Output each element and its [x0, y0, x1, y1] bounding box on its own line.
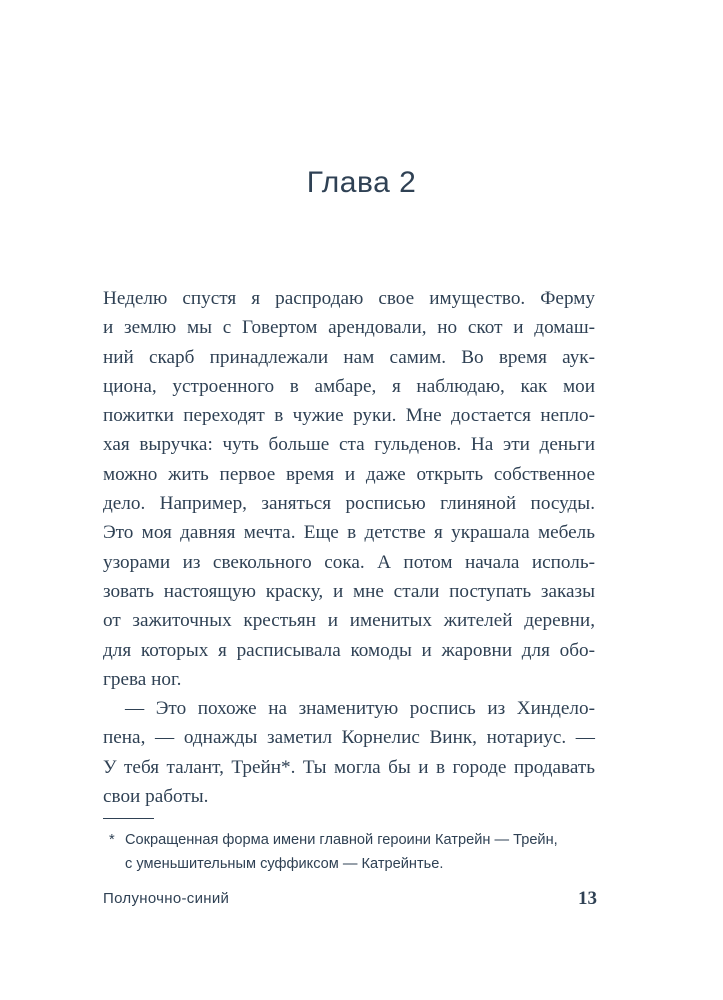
- page-number: 13: [578, 888, 597, 909]
- text-line: хая выручка: чуть больше ста гульденов. На эти деньги: [103, 434, 595, 456]
- text-line: дело. Например, заняться росписью глиняной посуды.: [103, 493, 595, 515]
- text-line: свои работы.: [103, 786, 209, 808]
- text-line: и землю мы с Говертом арендовали, но скот и домаш-: [103, 317, 595, 339]
- text-line: — Это похоже на знаменитую роспись из Хиндело-: [125, 698, 595, 720]
- text-line: Неделю спустя я распродаю свое имущество. Ферму: [103, 288, 595, 309]
- text-line: от зажиточных крестьян и именитых жителей деревни,: [103, 610, 595, 632]
- text-line: узорами из свекольного сока. А потом начала исполь-: [103, 551, 595, 573]
- chapter-title: Глава 2: [306, 166, 417, 199]
- text-line: пена, — однажды заметил Корнелис Винк, нотариус. —: [103, 727, 595, 749]
- footnote-line: с уменьшительным суффиксом — Катрейнтье.: [125, 856, 444, 872]
- text-line: грева ног.: [103, 668, 182, 690]
- footnote-marker: *: [109, 832, 115, 848]
- footnote-line: [103, 828, 595, 852]
- text-line: ний скарб принадлежали нам самим. Во время аук-: [103, 346, 595, 368]
- footnote-divider: [103, 818, 154, 819]
- text-line: пожитки переходят в чужие руки. Мне достается непло-: [103, 405, 595, 427]
- text-line: Это моя давняя мечта. Еще в детстве я украшала мебель: [103, 522, 595, 544]
- text-line: для которых я расписывала комоды и жаровни для обо-: [103, 639, 595, 661]
- body-text: [103, 284, 595, 811]
- text-line: У тебя талант, Трейн*. Ты могла бы и в городе продавать: [103, 756, 595, 778]
- footnote: [103, 828, 595, 876]
- text-line: зовать настоящую краску, и мне стали поступать заказы: [103, 580, 595, 602]
- text-line: можно жить первое время и даже открыть собственное: [103, 463, 595, 485]
- footnote-text: Сокращенная форма имени главной героини Катрейн — Трейн,: [125, 832, 558, 848]
- running-title: Полуночно-синий: [103, 890, 230, 907]
- text-line: циона, устроенного в амбаре, я наблюдаю, как мои: [103, 375, 595, 397]
